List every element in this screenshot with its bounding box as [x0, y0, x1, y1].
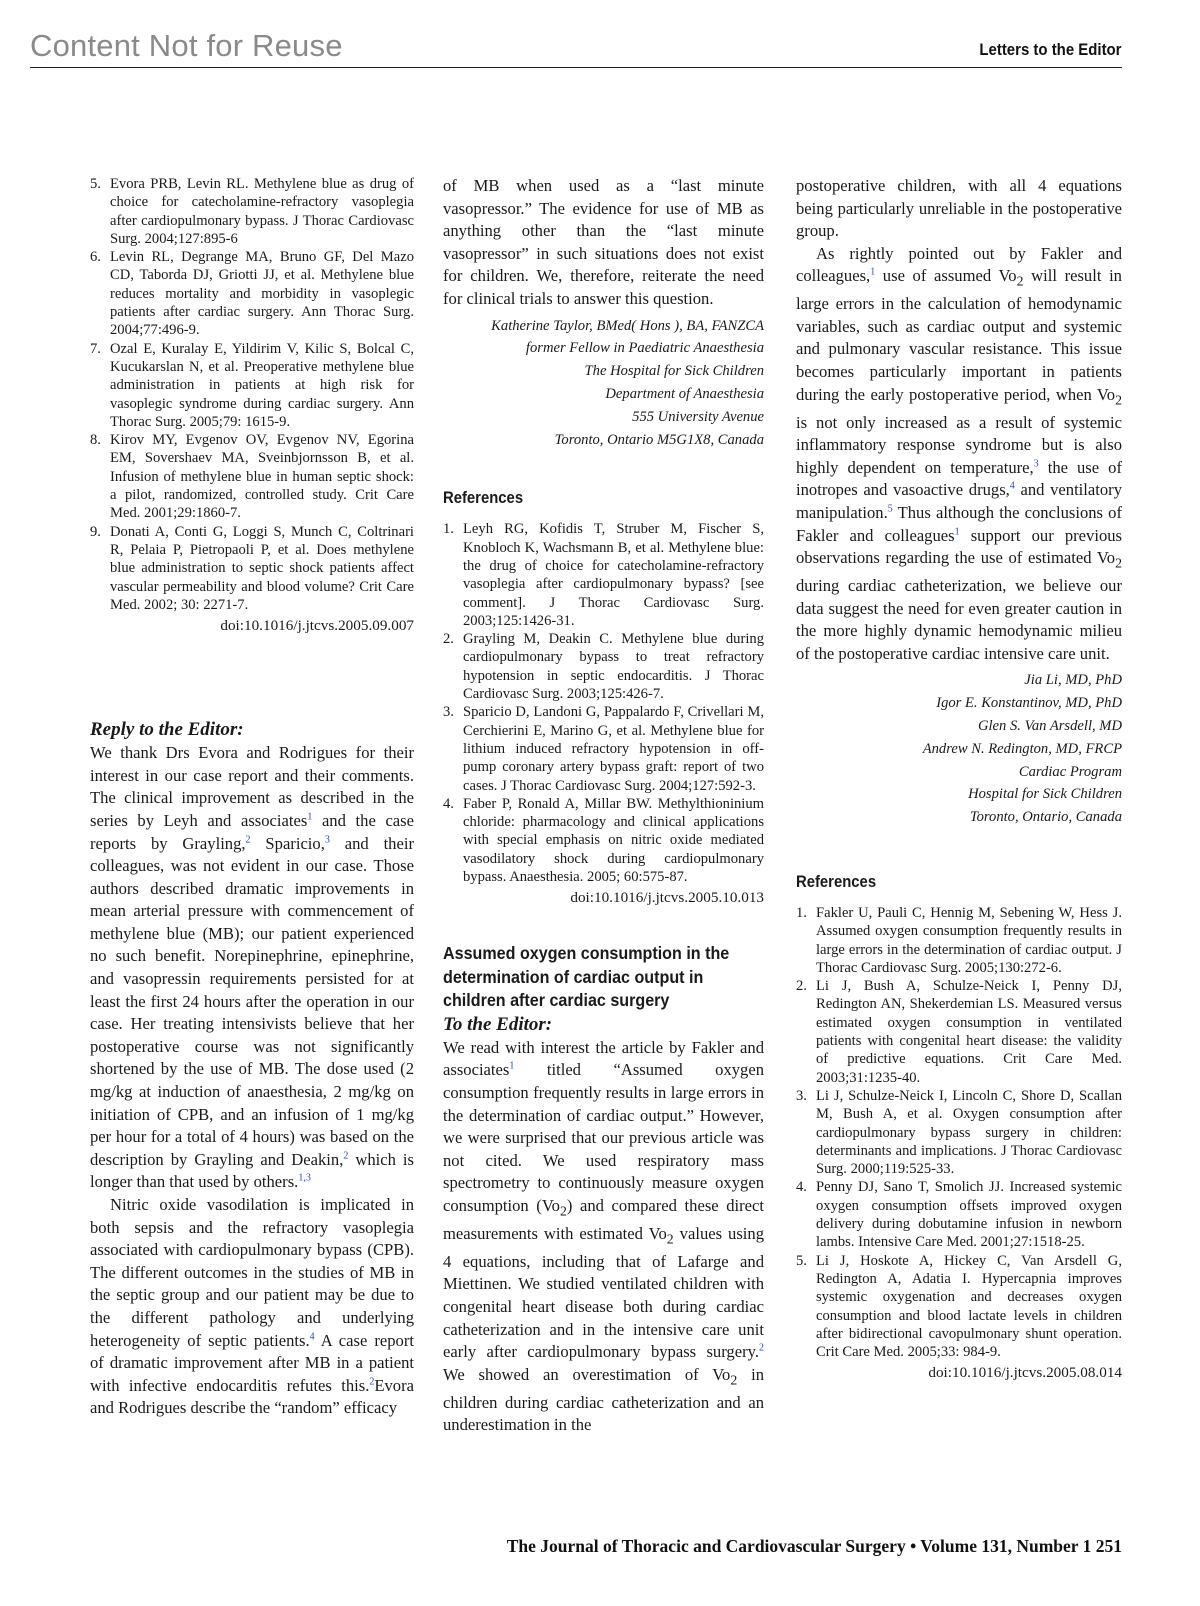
text-run: use of assumed Vo — [875, 266, 1017, 286]
text-run: A case report of dramatic improvement after MB in a patient with infective endocarditis refutes this. — [90, 1330, 414, 1395]
reference-text: Sparicio D, Landoni G, Pappalardo F, Crivellari M, Cerchierini E, Marino G, et al. Methylene blue for lithium induced refractory hypotension in off-pump coronary artery bypass graft: report of two cases. J Thorac Cardiovasc Surg. 2004;127:592-3. — [463, 704, 764, 794]
reference-number: 4. — [796, 1179, 807, 1196]
page-footer: The Journal of Thoracic and Cardiovascular Surgery • Volume 131, Number 1 251 — [506, 1536, 1122, 1556]
citation-link[interactable]: 2 — [343, 1150, 349, 1162]
text-run: Nitric oxide vasodilation is implicated in both sepsis and the refractory vasoplegia associated with cardiopulmonary bypass (CPB). The different outcomes in the studies of MB in the septic group and our patient may be due to the different pathology and underlying heterogeneity of septic patients. — [90, 1195, 414, 1350]
reply-heading: Reply to the Editor: — [90, 719, 244, 741]
text-run: As rightly pointed out by Fakler and colleagues, — [796, 243, 1122, 286]
reference-text: Ozal E, Kuralay E, Yildirim V, Kilic S, Bolcal C, Kucukarslan N, et al. Preoperative methylene blue administration in patients at high risk for vasoplegic syndrome during cardiac surgery. Ann Thorac Surg. 2005;79: 1615-9. — [110, 340, 414, 430]
text-run: and the case reports by Grayling, — [90, 810, 414, 853]
doi: doi:10.1016/j.jtcvs.2005.08.014 — [928, 1364, 1122, 1382]
reference-number: 5. — [796, 1252, 807, 1269]
signature-line: Toronto, Ontario, Canada — [969, 809, 1122, 826]
citation-link[interactable]: 4 — [309, 1331, 315, 1343]
signature-line: Andrew N. Redington, MD, FRCP — [922, 740, 1122, 757]
reference-item — [443, 795, 764, 886]
watermark: Content Not for Reuse — [30, 28, 343, 63]
reference-number: 8. — [90, 432, 101, 449]
text-run: ) and compared these direct measurements with estimated Vo — [443, 1195, 764, 1243]
citation-link[interactable]: 1 — [954, 526, 960, 537]
reference-item — [90, 431, 414, 522]
signature-line: former Fellow in Paediatric Anaesthesia — [525, 340, 764, 357]
header-rule — [30, 67, 1122, 68]
reference-text: Penny DJ, Sano T, Smolich JJ. Increased systemic oxygen consumption offsets improved oxygen delivery during dobutamine infusion in newborn lambs. Intensive Care Med. 2001;27:1518-25. — [816, 1179, 1122, 1251]
signature-line: Jia Li, MD, PhD — [1024, 672, 1122, 689]
reference-number: 3. — [796, 1087, 807, 1104]
reference-text: Fakler U, Pauli C, Hennig M, Sebening W, Hess J. Assumed oxygen consumption frequently results in large errors in the determination of cardiac output. J Thorac Cardiovasc Surg. 2005;130:272-6. — [816, 904, 1122, 976]
citation-link[interactable]: 3 — [1033, 458, 1039, 470]
text-run: Thus although the conclusions of Fakler and colleagues — [796, 502, 1122, 545]
reference-text: Leyh RG, Kofidis T, Struber M, Fischer S, Knobloch K, Wachsmann B, et al. Methylene blue: the drug of choice for catecholamine-refractory vasoplegia after cardiopulmonary bypass? [see comment]. J Thorac Cardiovasc Surg. 2003;125:1426-31. — [463, 521, 764, 629]
signature-line: Katherine Taylor, BMed( Hons ), BA, FANZCA — [491, 317, 764, 334]
reference-item — [90, 523, 414, 614]
reference-number: 7. — [90, 340, 101, 357]
column-2 — [443, 175, 764, 1437]
reference-text: Li J, Hoskote A, Hickey C, Van Arsdell G, Redington A, Adatia I. Hypercapnia improves systemic oxygenation and decreases oxygen consumption and blood lactate levels in children after bidirectional cavopulmonary shunt operation. Crit Care Med. 2005;33: 984-9. — [816, 1252, 1122, 1361]
section-label: Letters to the Editor — [979, 40, 1122, 59]
citation-link[interactable]: 2 — [245, 833, 251, 845]
citation-link[interactable]: 1 — [307, 811, 313, 823]
text-run: We read with interest the article by Fakler and associates — [443, 1037, 764, 1080]
reference-item — [90, 248, 414, 339]
signature-line: Glen S. Van Arsdell, MD — [977, 718, 1122, 734]
citation-link[interactable]: 2 — [759, 1342, 764, 1354]
signature-line: Cardiac Program — [1018, 763, 1122, 780]
reference-item — [443, 520, 764, 630]
citation-link[interactable]: 1 — [870, 266, 876, 278]
reference-item — [90, 340, 414, 431]
text-run: values using 4 equations, including that of Lafarge and Miettinen. We studied ventilated children with congenital heart disease both during cardiac catheterization and in the intensive care unit early after cardiopulmonary bypass surgery. — [443, 1223, 765, 1362]
signature-line: 555 University Avenue — [632, 408, 764, 425]
reference-list — [796, 904, 1122, 1361]
reference-number: 4. — [443, 795, 454, 812]
doi: doi:10.1016/j.jtcvs.2005.10.013 — [570, 889, 764, 907]
letter-paragraph-2 — [796, 243, 1122, 666]
reference-text: Faber P, Ronald A, Millar BW. Methylthioninium chloride: pharmacology and clinical applications with special emphasis on nitric oxide mediated vasodilatory shock during cardiopulmonary bypass. Anaesthesia. 2005; 60:575-87. — [463, 795, 764, 885]
citation-link[interactable]: 1 — [509, 1060, 515, 1072]
reference-item — [443, 703, 764, 794]
subscript: 2 — [730, 1372, 738, 1388]
text-run: the use of inotropes and vasoactive drugs, — [796, 457, 1122, 500]
citation-link[interactable]: 4 — [1009, 480, 1015, 492]
citation-link[interactable]: 2 — [369, 1376, 375, 1388]
reference-list-continued — [90, 175, 414, 614]
article-title: Assumed oxygen consumption in the determination of cardiac output in children after cardiac surgery — [443, 943, 730, 1011]
doi: doi:10.1016/j.jtcvs.2005.09.007 — [220, 617, 414, 635]
reference-text: Donati A, Conti G, Loggi S, Munch C, Coltrinari R, Pelaia P, Pietropaoli P, et al. Does methylene blue administration to septic shock patients affect vascular permeability and blood volume? Crit Care Med. 2002; 30: 2271-7. — [110, 523, 414, 613]
reference-text: Evora PRB, Levin RL. Methylene blue as drug of choice for catecholamine-refractory vasoplegia after cardiopulmonary bypass. J Thorac Cardiovasc Surg. 2004;127:895-6 — [110, 176, 414, 247]
reference-number: 2. — [796, 978, 807, 995]
reference-item — [796, 977, 1122, 1087]
text-run: Evora and Rodrigues describe the “random” efficacy — [90, 1375, 414, 1418]
subscript: 2 — [559, 1203, 567, 1219]
reference-number: 6. — [90, 249, 101, 266]
text-run: which is longer than that used by others. — [90, 1149, 414, 1192]
letter-paragraph — [443, 1037, 764, 1437]
reference-item — [796, 1178, 1122, 1251]
text-run: during cardiac catheterization, we believe our data suggest the need for even greater caution in the more highly dynamic hemodynamic milieu of the postoperative cardiac intensive care unit. — [796, 576, 1122, 663]
reply-paragraph-continued: of MB when used as a “last minute vasopressor.” The evidence for use of MB as anything other than the “last minute vasopressor” in such situations does not exist for children. We, therefore, reiterate the need for clinical trials to answer this question. — [443, 176, 764, 308]
signature-line: The Hospital for Sick Children — [584, 363, 764, 380]
subscript: 2 — [1115, 391, 1122, 407]
text-run: in children during cardiac catheterization and an underestimation in the — [443, 1364, 764, 1435]
subscript: 2 — [1016, 273, 1024, 289]
reference-text: Levin RL, Degrange MA, Bruno GF, Del Mazo CD, Taborda DJ, Griotti JJ, et al. Methylene blue reduces mortality and morbidity in vasoplegic patients after cardiac surgery. Ann Thorac Surg. 2004;77:496-9. — [110, 249, 414, 339]
reference-item — [796, 1087, 1122, 1178]
letter-paragraph-continued: postoperative children, with all 4 equations being particularly unreliable in the postoperative group. — [796, 176, 1122, 241]
reference-item — [90, 175, 414, 248]
reference-item — [796, 1252, 1122, 1362]
column-1 — [90, 175, 414, 1420]
text-run: support our previous observations regarding the use of estimated Vo — [796, 525, 1122, 568]
reply-paragraph-2 — [90, 1194, 414, 1420]
reference-text: Kirov MY, Evgenov OV, Evgenov NV, Egorina EM, Sovershaev MA, Sveinbjornsson B, et al. Infusion of methylene blue in human septic shock: a pilot, randomized, controlled study. Crit Care Med. 2001;29:1860-7. — [110, 432, 414, 522]
reference-list — [443, 520, 764, 886]
reference-item — [443, 630, 764, 703]
citation-link[interactable]: 5 — [887, 503, 893, 515]
reply-paragraph-1 — [90, 742, 414, 1194]
reference-number: 3. — [443, 704, 454, 721]
text-run: Sparicio, — [250, 833, 325, 853]
signature-line: Hospital for Sick Children — [968, 786, 1122, 803]
signature-line: Toronto, Ontario M5G1X8, Canada — [554, 431, 764, 448]
text-run: and ventilatory manipulation. — [796, 480, 1122, 522]
reference-text: Grayling M, Deakin C. Methylene blue during cardiopulmonary bypass to treat refractory hypotension in septic endocarditis. J Thorac Cardiovasc Surg. 2003;125:426-7. — [463, 631, 764, 703]
citation-link[interactable]: 1,3 — [298, 1172, 311, 1184]
references-heading: References — [443, 489, 524, 508]
reference-item — [796, 904, 1122, 977]
signature-line: Igor E. Konstantinov, MD, PhD — [936, 695, 1122, 712]
reference-text: Li J, Schulze-Neick I, Lincoln C, Shore D, Scallan M, Bush A, et al. Oxygen consumption after cardiopulmonary bypass surgery in children: determinants and implications. J Thorac Cardiovasc Surg. 2000;119:525-33. — [816, 1087, 1122, 1178]
citation-link[interactable]: 3 — [324, 833, 330, 845]
reference-text: Li J, Bush A, Schulze-Neick I, Penny DJ, Redington AN, Shekerdemian LS. Measured versus estimated oxygen consumption in ventilated patients with congenital heart disease: the validity of predictive equations. Crit Care Med. 2003;31:1235-40. — [816, 978, 1122, 1086]
signature-line: Department of Anaesthesia — [605, 385, 764, 402]
reference-number: 1. — [443, 521, 454, 538]
reference-number: 5. — [90, 176, 101, 192]
reference-number: 1. — [796, 904, 807, 921]
column-3 — [796, 175, 1122, 1383]
to-editor-heading: To the Editor: — [443, 1013, 553, 1035]
references-heading: References — [796, 872, 877, 891]
text-run: is not only increased as a result of systemic inflammatory response syndrome but is also highly dependent on temperature, — [796, 412, 1122, 477]
text-run: titled “Assumed oxygen consumption frequently results in large errors in the determination of cardiac output.” However, we were surprised that our previous article was not cited. We used respiratory mass spectrometry to continuously measure oxygen consumption (Vo — [443, 1060, 764, 1215]
subscript: 2 — [666, 1231, 674, 1247]
subscript: 2 — [1115, 555, 1122, 571]
text-run: We thank Drs Evora and Rodrigues for their interest in our case report and their comments. The clinical improvement as described in the series by Leyh and associates — [90, 743, 414, 830]
text-run: We showed an overestimation of Vo — [443, 1364, 731, 1384]
reference-number: 9. — [90, 523, 101, 540]
reference-number: 2. — [443, 631, 454, 648]
text-run: and their colleagues, was not evident in our case. Those authors described dramatic improvements in mean arterial pressure with commencement of methylene blue (MB); our patient experienced no such benefit. Norepinephrine, epinephrine, and vasopressin requirements persisted for at least the first 24 hours after the operation in our case. Her treating intensivists believe that her postoperative course was not significantly shortened by the use of MB. The dose used (2 mg/kg at induction of anaesthesia, 2 mg/kg on initiation of CPB, and an infusion of 1 mg/kg per hour for a total of 4 hours) was based on the description by Grayling and Deakin, — [90, 833, 414, 1169]
text-run: will result in large errors in the calculation of hemodynamic variables, such as cardiac output and systemic and pulmonary vascular resistance. This issue becomes particularly important in patients during the early postoperative period, when Vo — [796, 266, 1122, 404]
